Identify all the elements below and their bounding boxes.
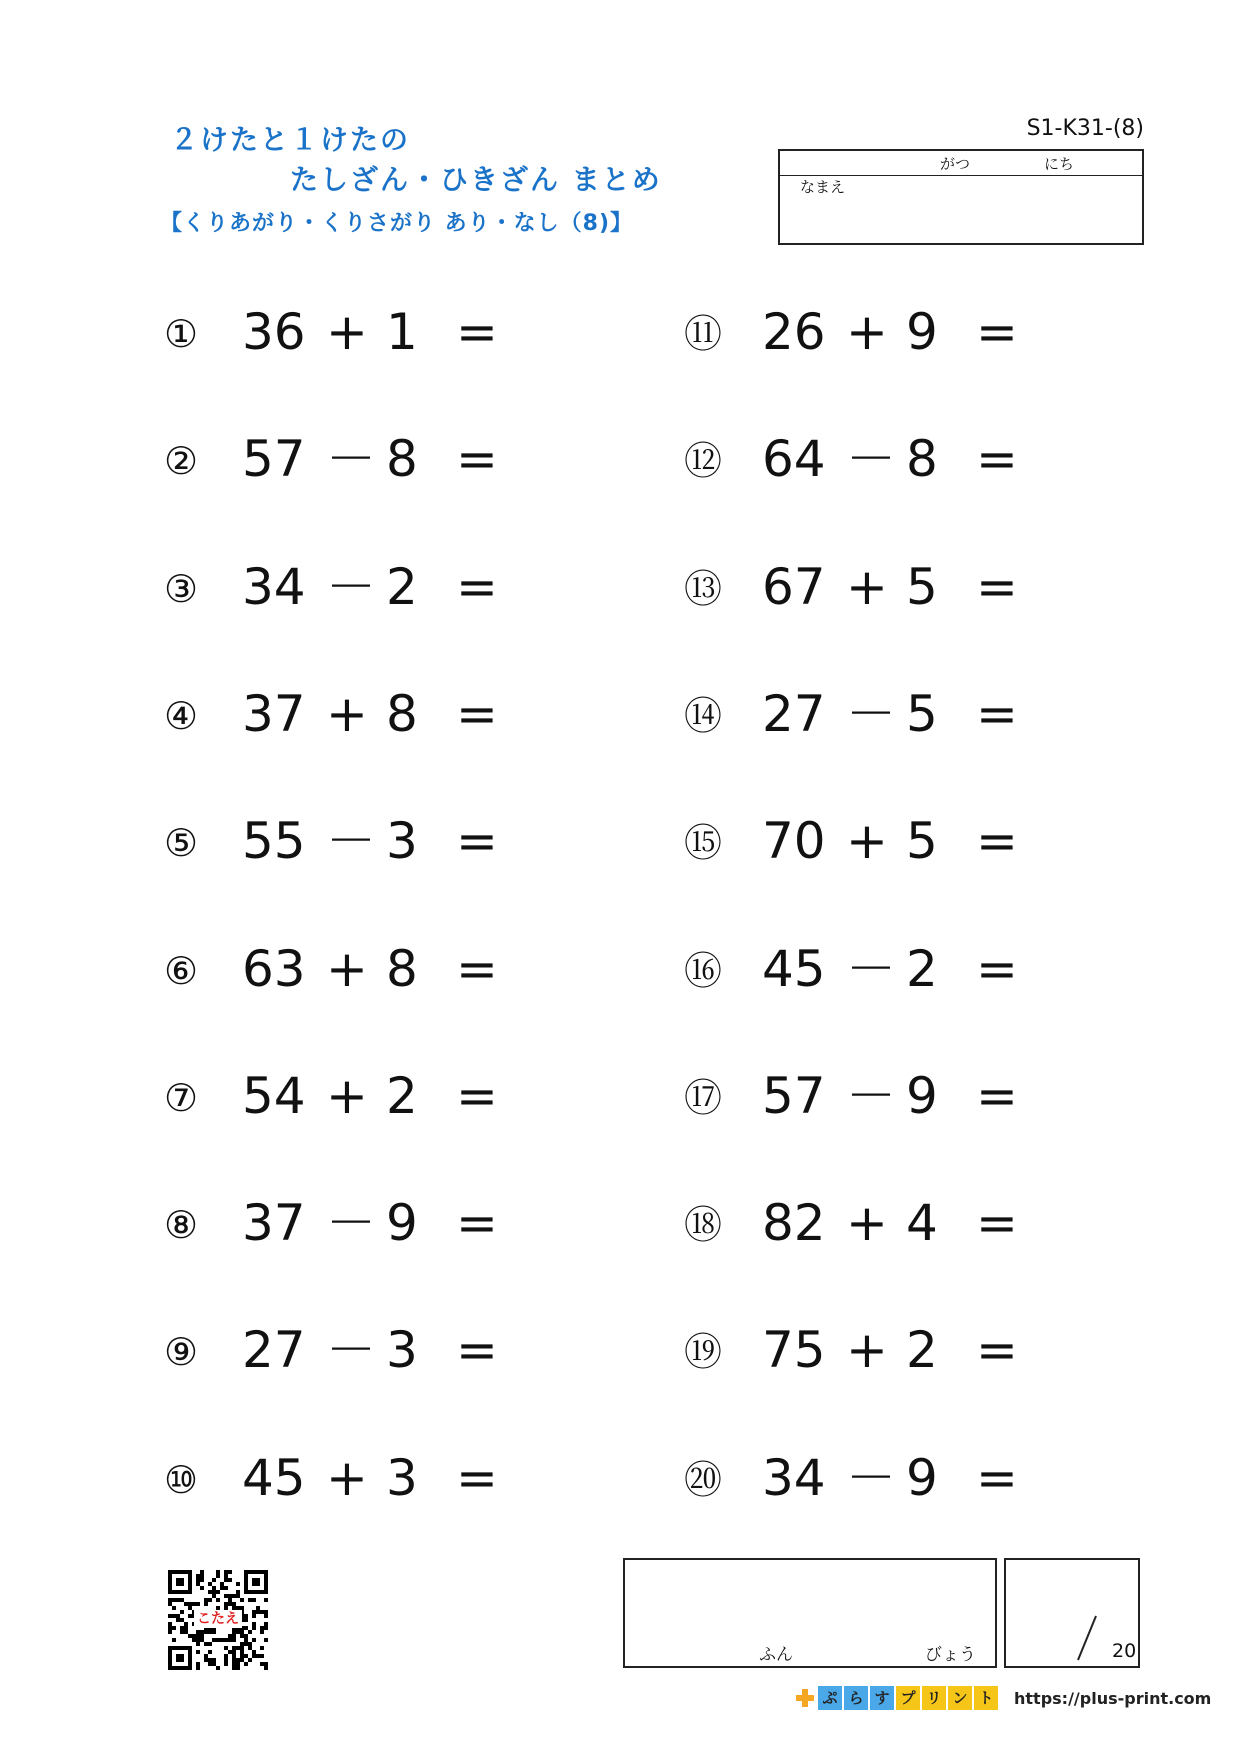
second-operand: 2 [906,1321,938,1380]
name-label: なまえ [800,178,846,196]
operator: + [846,812,888,871]
problem-number: ⑲ [684,1330,723,1375]
operator: + [846,303,888,361]
equals-sign: = [456,1448,498,1507]
score-box[interactable] [1004,1558,1140,1668]
site-url[interactable]: https://plus-print.com [1014,1688,1212,1708]
second-operand: 9 [906,1448,938,1507]
first-operand: 45 [242,1448,306,1507]
first-operand: 57 [242,430,306,489]
operator: + [326,1066,368,1125]
operator: － [846,939,896,998]
equals-sign: = [456,1066,498,1125]
first-operand: 37 [242,1194,306,1253]
problem-number: ⑱ [684,1203,723,1248]
problem-number: ⑩ [164,1457,199,1502]
operator: － [846,1448,896,1507]
problem-number: ⑧ [164,1203,199,1248]
first-operand: 27 [242,1321,306,1380]
month-label: がつ [940,155,971,173]
first-operand: 64 [762,430,826,489]
minutes-label: ふん [759,1645,793,1665]
problem-number: ⑪ [684,312,723,356]
problem-number: ⑮ [684,821,723,866]
equals-sign: = [976,1194,1018,1253]
footer-brand[interactable] [796,1685,1211,1711]
second-operand: 3 [386,812,418,871]
equals-sign: = [456,557,498,616]
brand-logo-icon [796,1689,814,1707]
second-operand: 5 [906,557,938,616]
second-operand: 5 [906,812,938,871]
operator: － [326,430,376,489]
operator: － [326,557,376,616]
first-operand: 27 [762,684,826,743]
problem-number: ③ [164,566,199,611]
first-operand: 55 [242,812,306,871]
problem-number: ⑳ [684,1457,723,1502]
problem-number: ⑭ [684,693,723,738]
operator: － [846,430,896,489]
equals-sign: = [456,1321,498,1380]
first-operand: 45 [762,939,826,998]
qr-code[interactable] [168,1570,268,1670]
subtitle: 【くりあがり・くりさがり あり・なし（8)】 [160,211,634,236]
equals-sign: = [976,1448,1018,1507]
problem-number: ④ [164,693,199,738]
second-operand: 2 [906,939,938,998]
first-operand: 63 [242,939,306,998]
problem-number: ⑰ [684,1075,723,1120]
second-operand: 8 [386,430,418,489]
problem-number: ② [164,439,199,484]
second-operand: 4 [906,1194,938,1253]
name-date-box[interactable] [778,149,1144,245]
second-operand: 9 [386,1194,418,1253]
first-operand: 34 [242,557,306,616]
second-operand: 5 [906,684,938,743]
first-operand: 37 [242,684,306,743]
first-operand: 75 [762,1321,826,1380]
first-operand: 67 [762,557,826,616]
title-line-2: たしざん・ひきざん まとめ [290,163,662,196]
equals-sign: = [976,430,1018,489]
equals-sign: = [456,1194,498,1253]
problem-number: ⑨ [164,1330,199,1375]
first-operand: 36 [242,303,306,361]
operator: + [326,939,368,998]
equals-sign: = [976,812,1018,871]
second-operand: 9 [906,303,938,361]
second-operand: 8 [906,430,938,489]
second-operand: 8 [386,939,418,998]
day-label: にち [1044,155,1075,173]
equals-sign: = [976,303,1018,361]
title-line-1: ２けたと１けたの [170,123,411,156]
first-operand: 54 [242,1066,306,1125]
operator: － [326,1194,376,1253]
brand-char: リ [922,1686,946,1710]
brand-char: す [870,1686,894,1710]
brand-char: ぷ [818,1686,842,1710]
brand-char: ン [948,1686,972,1710]
equals-sign: = [456,812,498,871]
brand-char: ト [974,1686,998,1710]
worksheet-code: S1-K31-(8) [1026,116,1144,141]
operator: － [326,812,376,871]
first-operand: 82 [762,1194,826,1253]
equals-sign: = [976,684,1018,743]
operator: + [846,1321,888,1380]
second-operand: 3 [386,1321,418,1380]
problem-number: ⑦ [164,1075,199,1120]
brand-char: ら [844,1686,868,1710]
answer-label: こたえ [194,1610,242,1628]
operator: + [326,684,368,743]
seconds-label: びょう [925,1645,976,1665]
brand-char: プ [896,1686,920,1710]
equals-sign: = [456,684,498,743]
second-operand: 9 [906,1066,938,1125]
second-operand: 3 [386,1448,418,1507]
operator: + [326,1448,368,1507]
equals-sign: = [976,1321,1018,1380]
score-total: 20 [1112,1640,1137,1662]
equals-sign: = [456,430,498,489]
first-operand: 26 [762,303,826,361]
operator: + [846,1194,888,1253]
second-operand: 2 [386,557,418,616]
second-operand: 8 [386,684,418,743]
problem-number: ⑫ [684,439,723,484]
equals-sign: = [976,557,1018,616]
problem-number: ⑤ [164,821,199,866]
problem-number: ① [164,312,199,356]
problem-number: ⑯ [684,948,723,993]
equals-sign: = [976,1066,1018,1125]
problem-number: ⑬ [684,566,723,611]
equals-sign: = [456,939,498,998]
second-operand: 1 [386,303,418,361]
first-operand: 70 [762,812,826,871]
operator: + [846,557,888,616]
operator: － [846,1066,896,1125]
first-operand: 34 [762,1448,826,1507]
operator: － [846,684,896,743]
equals-sign: = [456,303,498,361]
first-operand: 57 [762,1066,826,1125]
operator: + [326,303,368,361]
second-operand: 2 [386,1066,418,1125]
operator: － [326,1321,376,1380]
brand-name [818,1686,1000,1710]
problem-number: ⑥ [164,948,199,993]
equals-sign: = [976,939,1018,998]
time-box[interactable] [623,1558,997,1668]
